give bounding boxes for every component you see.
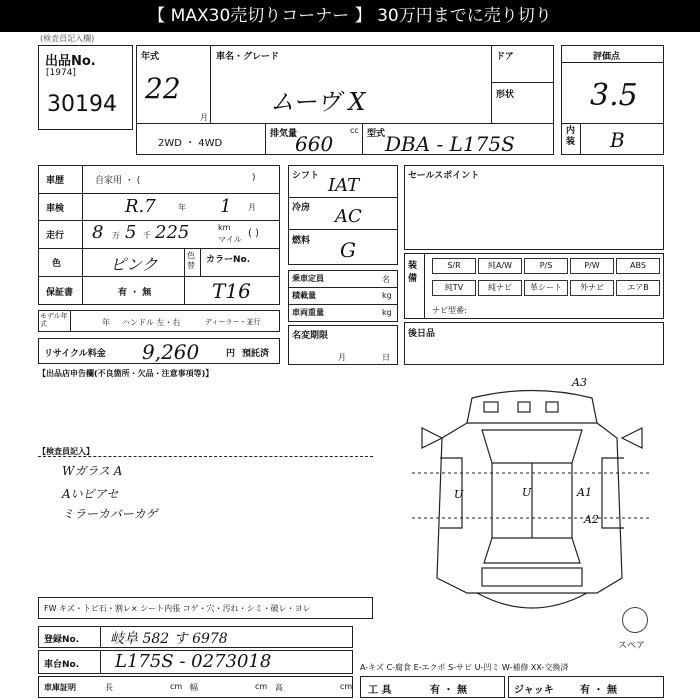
- car-damage-diagram: [412, 378, 652, 628]
- sales-point-label: セールスポイント: [408, 171, 480, 181]
- year-value: 22: [145, 72, 181, 105]
- mileage-man: 8: [92, 222, 104, 243]
- load-unit: kg: [382, 291, 392, 300]
- car-name-label: 車名・グレード: [216, 52, 280, 62]
- mileage-label: 走行: [46, 231, 65, 241]
- year-month-label: 月: [200, 113, 208, 122]
- warranty-label: 保証書: [46, 288, 74, 298]
- shaken-label: 車検: [46, 204, 65, 214]
- after-items-label: 後日品: [408, 329, 436, 339]
- recycle-label: リサイクル料金: [44, 349, 106, 359]
- tools-value: 有 ・ 無: [430, 685, 467, 696]
- warranty-value: 有 ・ 無: [118, 288, 152, 298]
- recycle-unit: 円: [226, 349, 236, 359]
- model-year-dealer: ディーラー・並行: [205, 318, 261, 326]
- weight-label: 車両重量: [292, 308, 324, 317]
- equipment-option: エアB: [616, 280, 660, 296]
- name-change-label: 名変期限: [292, 331, 329, 341]
- history-text: 自家用 ・ (: [95, 176, 141, 186]
- color-no-value: T16: [212, 279, 251, 303]
- jack-value: 有 ・ 無: [580, 685, 617, 696]
- after-items-box: [404, 322, 664, 365]
- registration-value: 岐阜 582 す 6978: [110, 631, 228, 647]
- displacement-label: 排気量: [270, 129, 298, 139]
- shaken-value: R.7: [125, 196, 156, 217]
- damage-legend: A-キズ C-腐食 E-エクボ S-サビ U-凹ミ W-補修 XX-交換済: [360, 663, 569, 672]
- model-year-label: モデル年式: [40, 312, 68, 328]
- shift-value: IAT: [328, 175, 360, 196]
- spare-label: スペア: [618, 641, 646, 651]
- banner: 【 MAX30売切りコーナー 】 30万円までに売り切り: [0, 0, 700, 32]
- mileage-rest: 225: [155, 222, 190, 243]
- equipment-option: S/R: [432, 258, 476, 274]
- jack-label: ジャッキ: [514, 685, 554, 696]
- shaken-month-label: 月: [248, 203, 256, 212]
- fw-row-text: FW キズ・トビ石・割レ× シート内張 コゲ・穴・汚れ・シミ・破レ・ヨレ: [44, 604, 311, 613]
- cert-field-1: 長: [105, 683, 113, 692]
- door-label: ドア: [496, 52, 514, 62]
- equipment-label: 装備: [408, 261, 418, 284]
- fuel-value: G: [340, 238, 356, 262]
- mark-right2: A2: [584, 513, 599, 526]
- equipment-option: 革シート: [524, 280, 568, 296]
- model-label: 型式: [367, 129, 386, 139]
- tools-label: 工 具: [368, 685, 392, 696]
- equipment-option: 純ナビ: [478, 280, 522, 296]
- mark-top: A3: [572, 378, 587, 389]
- shaken-month: 1: [220, 196, 232, 217]
- weight-unit: kg: [382, 308, 392, 317]
- cert-field-2: cm: [170, 682, 183, 691]
- lot-label: 出品No.: [45, 54, 96, 69]
- interior-label: 内装: [566, 126, 576, 147]
- capacity-label: 乗車定員: [292, 274, 324, 283]
- load-label: 積載量: [292, 291, 316, 300]
- name-change-day: 日: [382, 353, 390, 362]
- repaint-label: 色替: [187, 251, 195, 270]
- shaken-year-label: 年: [178, 203, 186, 212]
- displacement-value: 660: [295, 132, 334, 156]
- notes-header: 【出品店申告欄(不良箇所・欠品・注意事項等)】: [38, 369, 214, 378]
- displacement-unit: cc: [350, 126, 359, 135]
- registration-label: 登録No.: [44, 635, 80, 645]
- cert-field-3: 幅: [190, 683, 198, 692]
- history-label: 車歴: [46, 176, 65, 186]
- equipment-option: ABS: [616, 258, 660, 274]
- color-no-label: カラーNo.: [206, 255, 251, 265]
- mileage-mile: マイル: [218, 235, 242, 244]
- cert-field-4: cm: [255, 682, 268, 691]
- inspector-note-1: Wガラス A: [62, 464, 123, 478]
- mileage-sen-unit: 千: [143, 231, 151, 240]
- top-cut-label: (検査員記入欄): [40, 34, 95, 43]
- mark-left: U: [454, 488, 464, 501]
- mileage-km: km: [218, 223, 231, 232]
- aircon-label: 冷房: [292, 203, 311, 213]
- color-label: 色: [52, 259, 62, 269]
- color-value: ピンク: [110, 255, 158, 274]
- mark-center: U: [522, 486, 532, 499]
- model-year-handle: ハンドル 左・右: [122, 318, 181, 327]
- capacity-unit: 名: [382, 275, 390, 284]
- navi-label: ナビ型番:: [432, 306, 467, 315]
- history-close: ): [252, 173, 256, 183]
- cert-label: 車庫証明: [44, 683, 76, 692]
- name-change-unit: 月: [338, 353, 346, 362]
- equipment-option: 純A/W: [478, 258, 522, 274]
- score-label: 評価点: [593, 52, 621, 62]
- mileage-paren: ( ): [248, 228, 259, 239]
- shift-label: シフト: [292, 171, 320, 181]
- recycle-value: 9,260: [142, 340, 200, 364]
- equipment-option: 外ナビ: [570, 280, 614, 296]
- spare-circle: [622, 607, 648, 633]
- lot-small: [1974]: [46, 68, 76, 78]
- chassis-label: 車台No.: [44, 660, 80, 670]
- mileage-sen: 5: [125, 222, 137, 243]
- drive-type: 2WD ・ 4WD: [158, 138, 223, 149]
- equipment-option: 純TV: [432, 280, 476, 296]
- inspector-note-2: Aいピアセ: [62, 487, 119, 501]
- recycle-deposit: 預託済: [242, 349, 270, 359]
- lot-number: 30194: [47, 92, 117, 117]
- inspector-note-3: ミラーカバーカゲ: [62, 507, 158, 521]
- chassis-value: L175S - 0273018: [115, 651, 272, 672]
- year-label: 年式: [141, 52, 160, 62]
- car-name-value: ムーヴ X: [270, 88, 366, 116]
- inspector-header: 【検査員記入】: [38, 447, 94, 456]
- mark-right: A1: [577, 486, 592, 499]
- model-value: DBA - L175S: [385, 132, 515, 156]
- model-year-year: 年: [102, 318, 110, 327]
- equipment-option: P/W: [570, 258, 614, 274]
- shape-label: 形状: [496, 90, 515, 100]
- fuel-label: 燃料: [292, 236, 311, 246]
- mileage-man-unit: 万: [112, 231, 120, 240]
- score-value: 3.5: [590, 78, 638, 113]
- cert-field-6: cm: [340, 682, 353, 691]
- equipment-option: P/S: [524, 258, 568, 274]
- aircon-value: AC: [335, 206, 362, 227]
- cert-field-5: 高: [275, 683, 283, 692]
- interior-value: B: [610, 128, 625, 152]
